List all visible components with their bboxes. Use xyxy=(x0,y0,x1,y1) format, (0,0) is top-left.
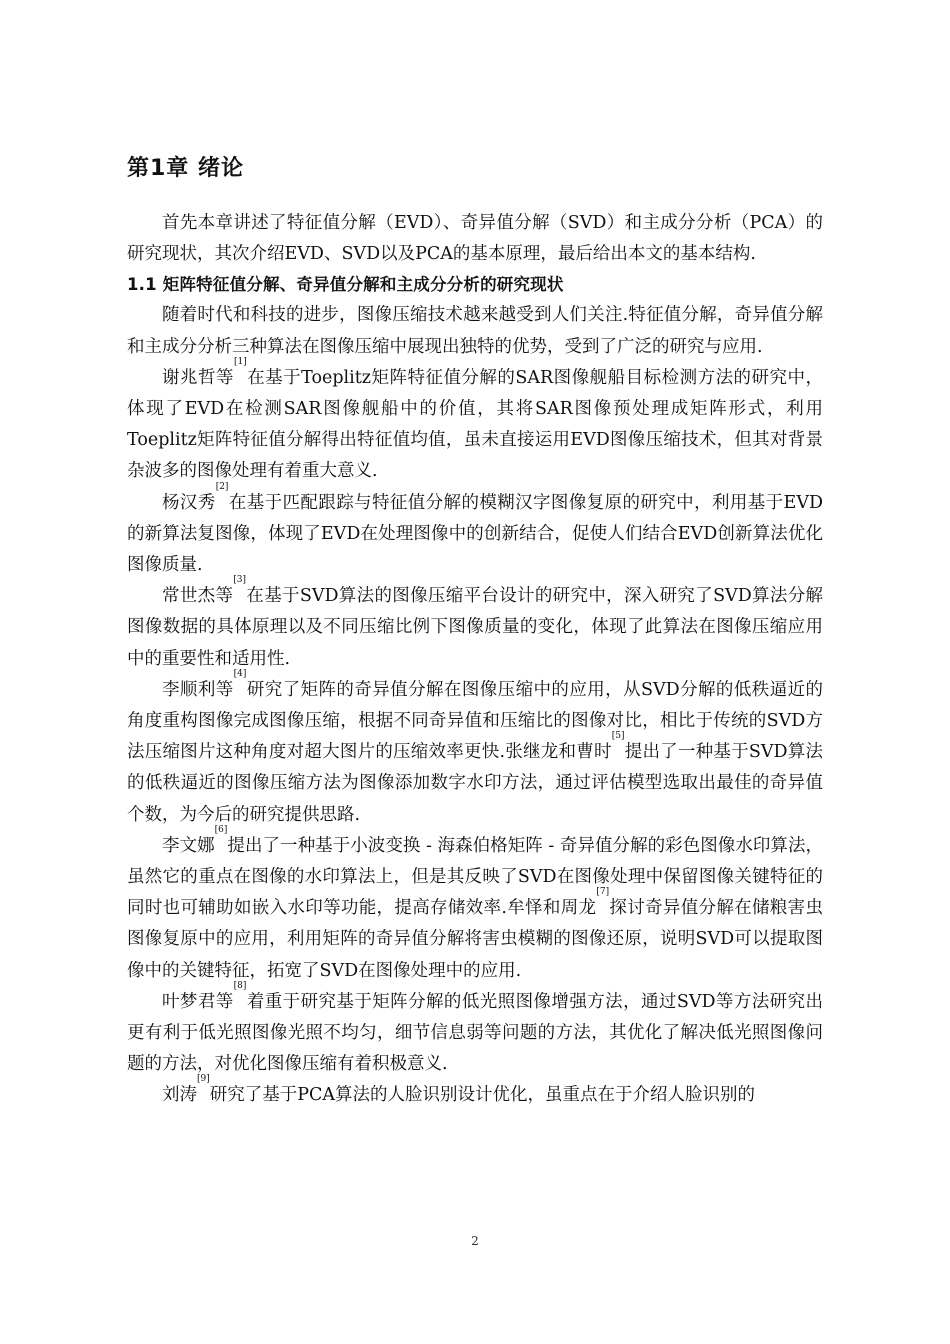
paragraph-text: 着重于研究基于矩阵分解的低光照图像增强方法，通过SVD等方法研究出更有利于低光照图像光照不均匀，细节信息弱等问题的方法，其优化了解决低光照图像问题的方法，对优化图像压缩有着积极意义. xyxy=(127,991,824,1075)
document-body xyxy=(127,208,823,1112)
page-number: 2 xyxy=(471,1234,479,1248)
paragraph-text: 在基于SVD算法的图像压缩平台设计的研究中，深入研究了SVD算法分解图像数据的具体原理以及不同压缩比例下图像质量的变化，体现了此算法在图像压缩应用中的重要性和适用性. xyxy=(127,586,824,669)
paragraph-text: 谢兆哲等 xyxy=(162,367,234,388)
paragraph-text: 杨汉秀 xyxy=(162,492,216,513)
paragraph-6 xyxy=(127,824,824,987)
paragraph-text: 叶梦君等 xyxy=(162,991,234,1012)
paragraph-text: 研究了基于PCA算法的人脸识别设计优化，虽重点在于介绍人脸识别的 xyxy=(209,1085,756,1106)
paragraph-1: 随着时代和科技的进步，图像压缩技术越来越受到人们关注.特征值分解，奇异值分解和主成分分析三种算法在图像压缩中展现出独特的优势，受到了广泛的研究与应用. xyxy=(127,305,823,357)
citation-ref: [6] xyxy=(214,824,228,835)
citation-ref: [7] xyxy=(596,887,610,898)
citation-ref: [5] xyxy=(611,731,625,742)
paragraph-text: 刘涛 xyxy=(162,1085,197,1106)
paragraph-5 xyxy=(127,668,824,831)
paragraph-text: 李文娜 xyxy=(162,835,215,856)
citation-ref: [2] xyxy=(215,481,229,492)
paragraph-3 xyxy=(127,481,823,582)
intro-paragraph: 首先本章讲述了特征值分解（EVD）、奇异值分解（SVD）和主成分分析（PCA）的研究现状，其次介绍EVD、SVD以及PCA的基本原理，最后给出本文的基本结构. xyxy=(127,213,823,265)
chapter-title: 第1章 绪论 xyxy=(127,156,244,181)
paragraph-text: 常世杰等 xyxy=(162,586,234,607)
citation-ref: [1] xyxy=(233,356,247,367)
paragraph-text: 提出了一种基于小波变换 - 海森伯格矩阵 - 奇异值分解的彩色图像水印算法，虽然它的重点在图像的水印算法上，但是其反映了SVD在图像处理中保留图像关键特征的同时也可辅助如嵌入水印等功能，提高存储效率.牟怿和周龙 xyxy=(127,835,824,919)
section-heading: 1.1 矩阵特征值分解、奇异值分解和主成分分析的研究现状 xyxy=(127,275,564,295)
paragraph-text: 在基于Toeplitz矩阵特征值分解的SAR图像舰船目标检测方法的研究中，体现了EVD在检测SAR图像舰船中的价值，其将SAR图像预处理成矩阵形式，利用Toeplitz矩阵特征值分解得出特征值均值，虽未直接运用EVD图像压缩技术，但其对背景杂波多的图像处理有着重大意义. xyxy=(127,367,824,482)
paragraph-4 xyxy=(127,575,824,675)
citation-ref: [9] xyxy=(197,1074,210,1085)
paragraph-text: 李顺利等 xyxy=(162,679,234,700)
citation-ref: [3] xyxy=(233,575,247,586)
paragraph-text: 在基于匹配跟踪与特征值分解的模糊汉字图像复原的研究中，利用基于EVD的新算法复图像，体现了EVD在处理图像中的创新结合，促使人们结合EVD创新算法优化图像质量. xyxy=(127,492,823,576)
paragraph-7 xyxy=(127,980,824,1081)
citation-ref: [8] xyxy=(233,980,247,991)
paragraph-text: 研究了矩阵的奇异值分解在图像压缩中的应用，从SVD分解的低秩逼近的角度重构图像完成图像压缩，根据不同奇异值和压缩比的图像对比，相比于传统的SVD方法压缩图片这种角度对超大图片的压缩效率更快.张继龙和曹时 xyxy=(127,679,824,763)
paragraph-8 xyxy=(127,1074,823,1111)
citation-ref: [4] xyxy=(233,668,247,679)
paragraph-text: 探讨奇异值分解在储粮害虫图像复原中的应用，利用矩阵的奇异值分解将害虫模糊的图像还原，说明SVD可以提取图像中的关键特征，拓宽了SVD在图像处理中的应用. xyxy=(127,898,824,981)
paragraph-text: 提出了一种基于SVD算法的低秩逼近的图像压缩方法为图像添加数字水印方法，通过评估模型选取出最佳的奇异值个数，为今后的研究提供思路. xyxy=(127,742,823,825)
paragraph-2 xyxy=(127,356,824,488)
